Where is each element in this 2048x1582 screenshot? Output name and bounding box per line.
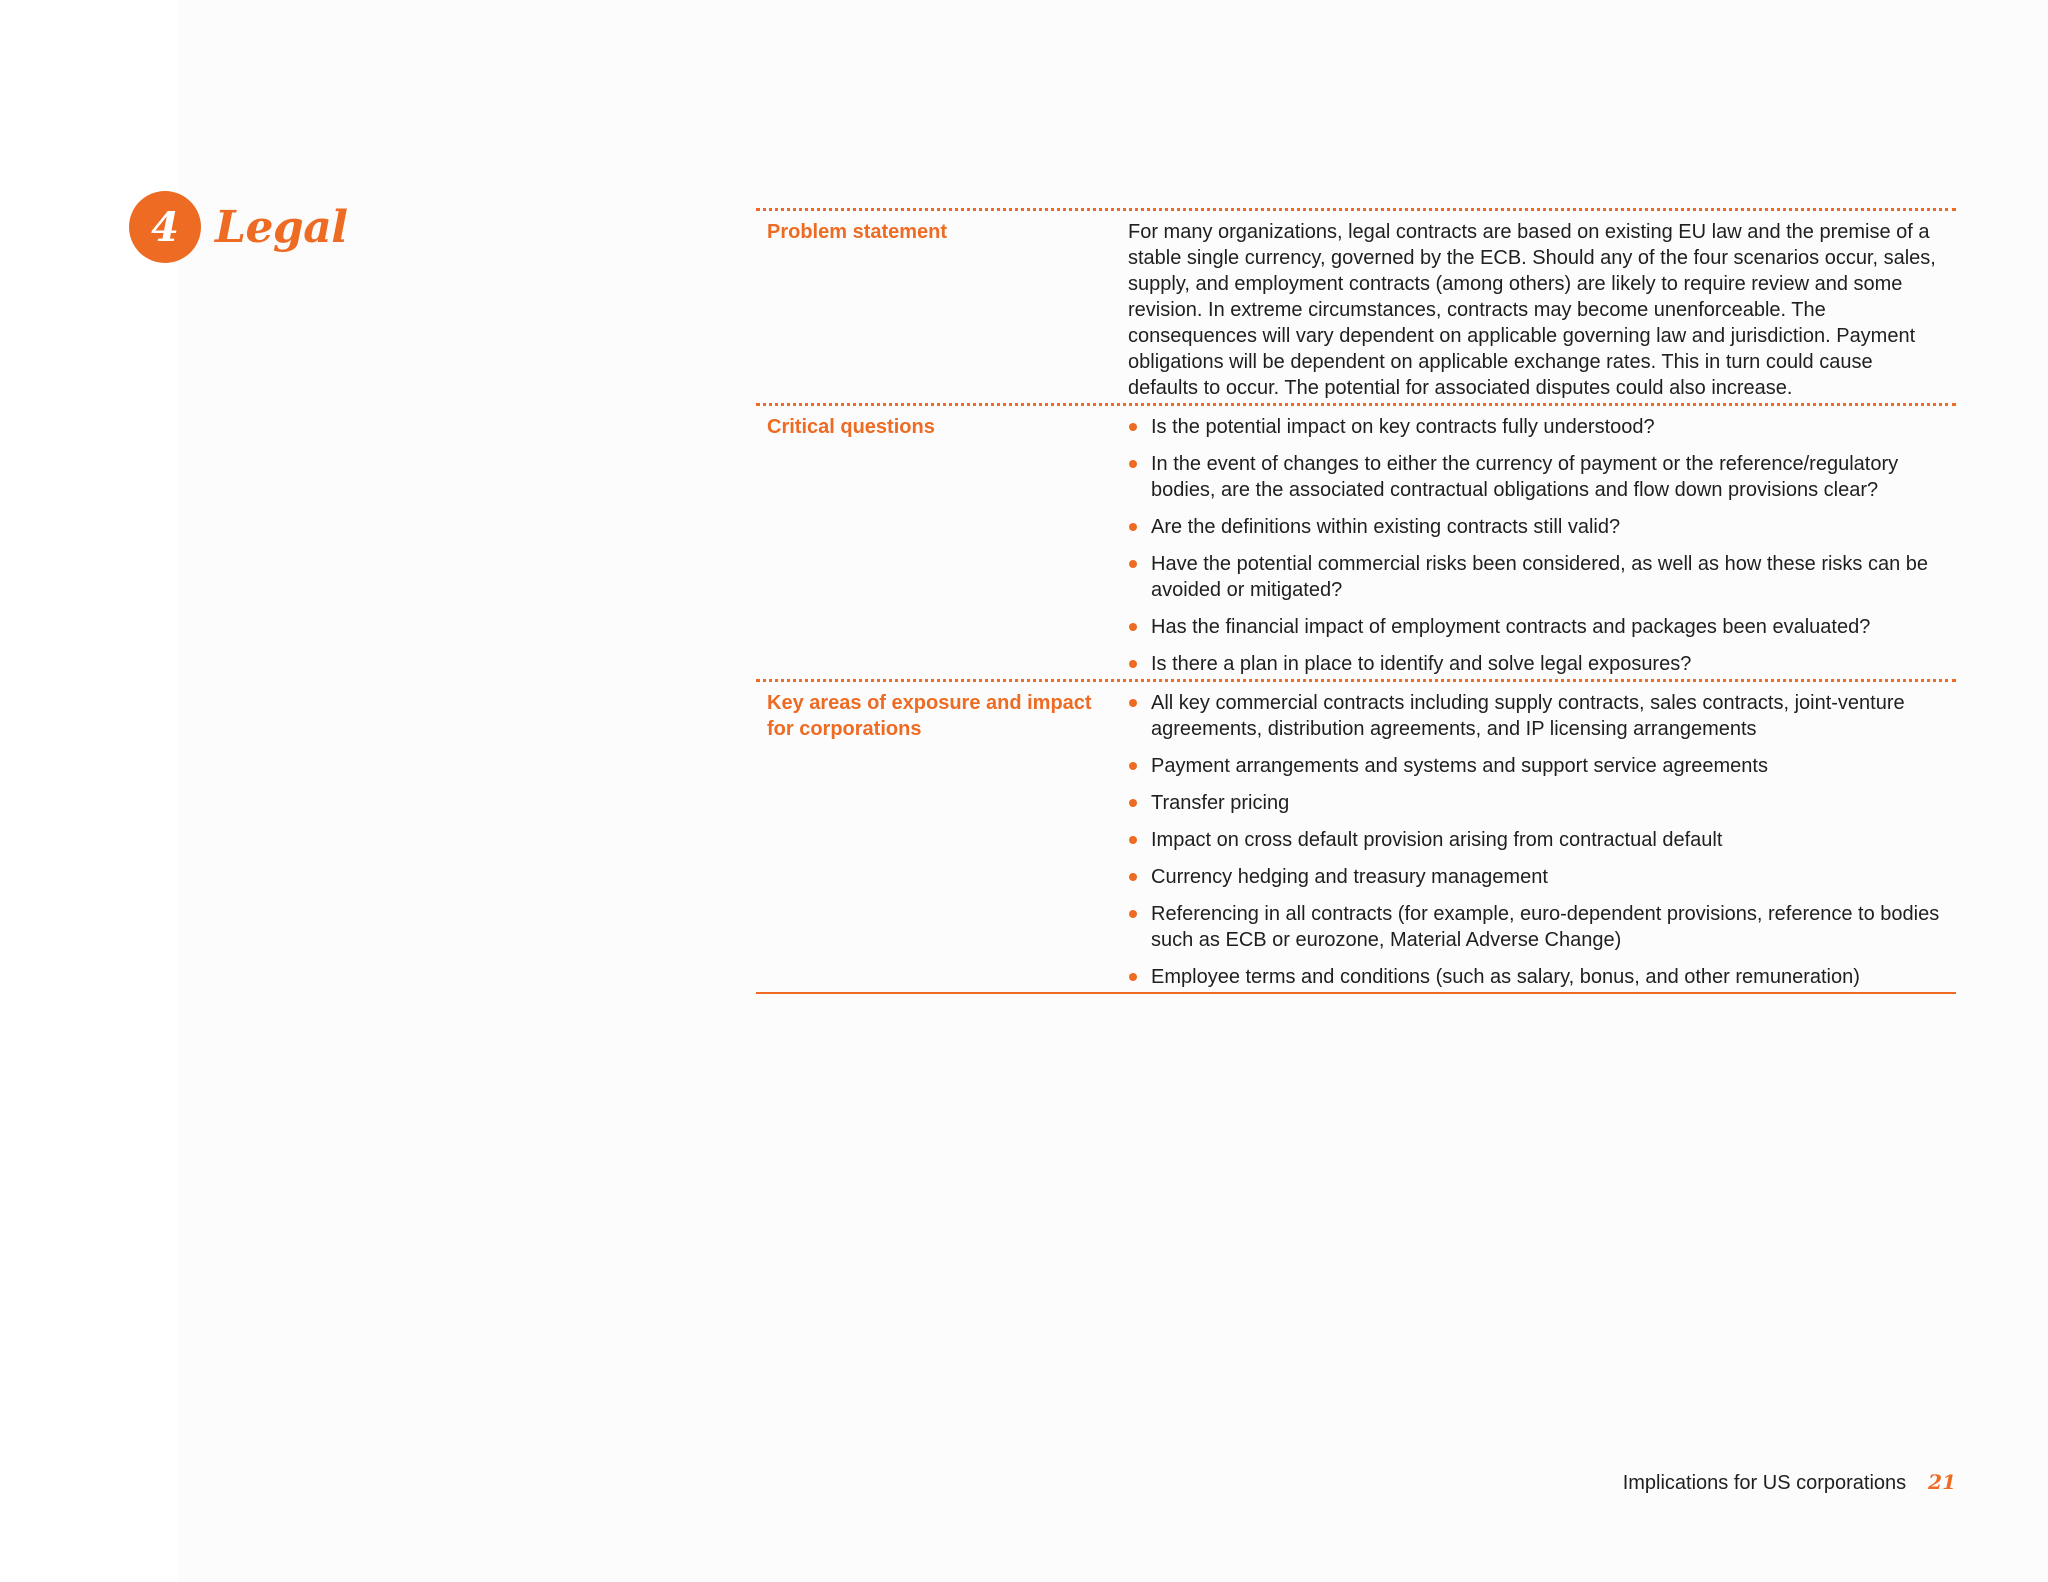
list-item bbox=[1128, 901, 1951, 953]
bullet-dot-icon bbox=[1129, 523, 1137, 531]
list-item bbox=[1128, 864, 1951, 890]
section-title: Legal bbox=[215, 201, 348, 253]
list-item bbox=[1128, 614, 1951, 640]
bullet-dot-icon bbox=[1129, 873, 1137, 881]
list-item-text: Impact on cross default provision arising from contractual default bbox=[1151, 829, 1723, 851]
list-item-text: All key commercial contracts including supply contracts, sales contracts, joint-venture agreements, distribution agreements, and IP licensing arrangements bbox=[1151, 692, 1905, 740]
list-item-text: In the event of changes to either the currency of payment or the reference/regulatory bodies, are the associated contractual obligations and flow down provisions clear? bbox=[1151, 453, 1899, 501]
row-label: Critical questions bbox=[767, 416, 935, 438]
list-item-text: Employee terms and conditions (such as salary, bonus, and other remuneration) bbox=[1151, 966, 1860, 988]
list-item-text: Referencing in all contracts (for example, euro-dependent provisions, reference to bodies such as ECB or eurozone, Material Adverse Change) bbox=[1151, 903, 1940, 951]
list-item-text: Has the financial impact of employment contracts and packages been evaluated? bbox=[1151, 616, 1871, 638]
list-item bbox=[1128, 651, 1951, 677]
row-key-areas-of-exposure bbox=[756, 679, 1956, 992]
list-item bbox=[1128, 451, 1951, 503]
page-footer bbox=[1623, 1470, 1956, 1495]
list-item bbox=[1128, 753, 1951, 779]
list-item-text: Transfer pricing bbox=[1151, 792, 1290, 814]
row-label: Problem statement bbox=[767, 221, 948, 243]
bullet-dot-icon bbox=[1129, 762, 1137, 770]
bullet-dot-icon bbox=[1129, 973, 1137, 981]
bullet-dot-icon bbox=[1129, 423, 1137, 431]
list-item bbox=[1128, 414, 1951, 440]
row-label: Key areas of exposure and impact for corporations bbox=[767, 692, 1092, 740]
bullet-dot-icon bbox=[1129, 799, 1137, 807]
footer-publication-title: Implications for US corporations bbox=[1622, 1472, 1907, 1494]
list-item-text: Is the potential impact on key contracts fully understood? bbox=[1151, 416, 1655, 438]
row-body bbox=[1117, 414, 1956, 677]
list-item-text: Currency hedging and treasury management bbox=[1151, 866, 1548, 888]
key-areas-list bbox=[1128, 690, 1956, 990]
section-header bbox=[129, 190, 347, 264]
list-item bbox=[1128, 964, 1951, 990]
row-critical-questions bbox=[756, 403, 1956, 679]
row-problem-statement bbox=[756, 208, 1956, 403]
list-item bbox=[1128, 690, 1951, 742]
list-item bbox=[1128, 551, 1951, 603]
bullet-dot-icon bbox=[1129, 836, 1137, 844]
bullet-dot-icon bbox=[1129, 623, 1137, 631]
list-item bbox=[1128, 790, 1951, 816]
bullet-dot-icon bbox=[1129, 699, 1137, 707]
problem-statement-text: For many organizations, legal contracts are based on existing EU law and the premise of a stable single currency, governed by the ECB. Should any of the four scenarios occur, sales, supply, and employment contracts (among others) are likely to require review and some revision. In extreme circumstances, contracts may become unenforceable. The consequences will vary dependent on applicable governing law and jurisdiction. Payment obligations will be dependent on applicable exchange rates. This in turn could cause defaults to occur. The potential for associated disputes could also increase. bbox=[1128, 221, 1936, 399]
bullet-dot-icon bbox=[1129, 660, 1137, 668]
bullet-dot-icon bbox=[1129, 560, 1137, 568]
list-item bbox=[1128, 827, 1951, 853]
row-body bbox=[1117, 690, 1956, 990]
critical-questions-list bbox=[1128, 414, 1956, 677]
section-number-badge: 4 bbox=[129, 191, 201, 263]
list-item bbox=[1128, 514, 1951, 540]
list-item-text: Are the definitions within existing contracts still valid? bbox=[1151, 516, 1621, 538]
bullet-dot-icon bbox=[1129, 910, 1137, 918]
row-body bbox=[1117, 219, 1956, 401]
list-item-text: Is there a plan in place to identify and solve legal exposures? bbox=[1151, 653, 1692, 675]
content-table bbox=[756, 208, 1956, 994]
list-item-text: Payment arrangements and systems and support service agreements bbox=[1151, 755, 1768, 777]
page-number: 21 bbox=[1928, 1470, 1956, 1494]
list-item-text: Have the potential commercial risks been considered, as well as how these risks can be avoided or mitigated? bbox=[1151, 553, 1929, 601]
bullet-dot-icon bbox=[1129, 460, 1137, 468]
